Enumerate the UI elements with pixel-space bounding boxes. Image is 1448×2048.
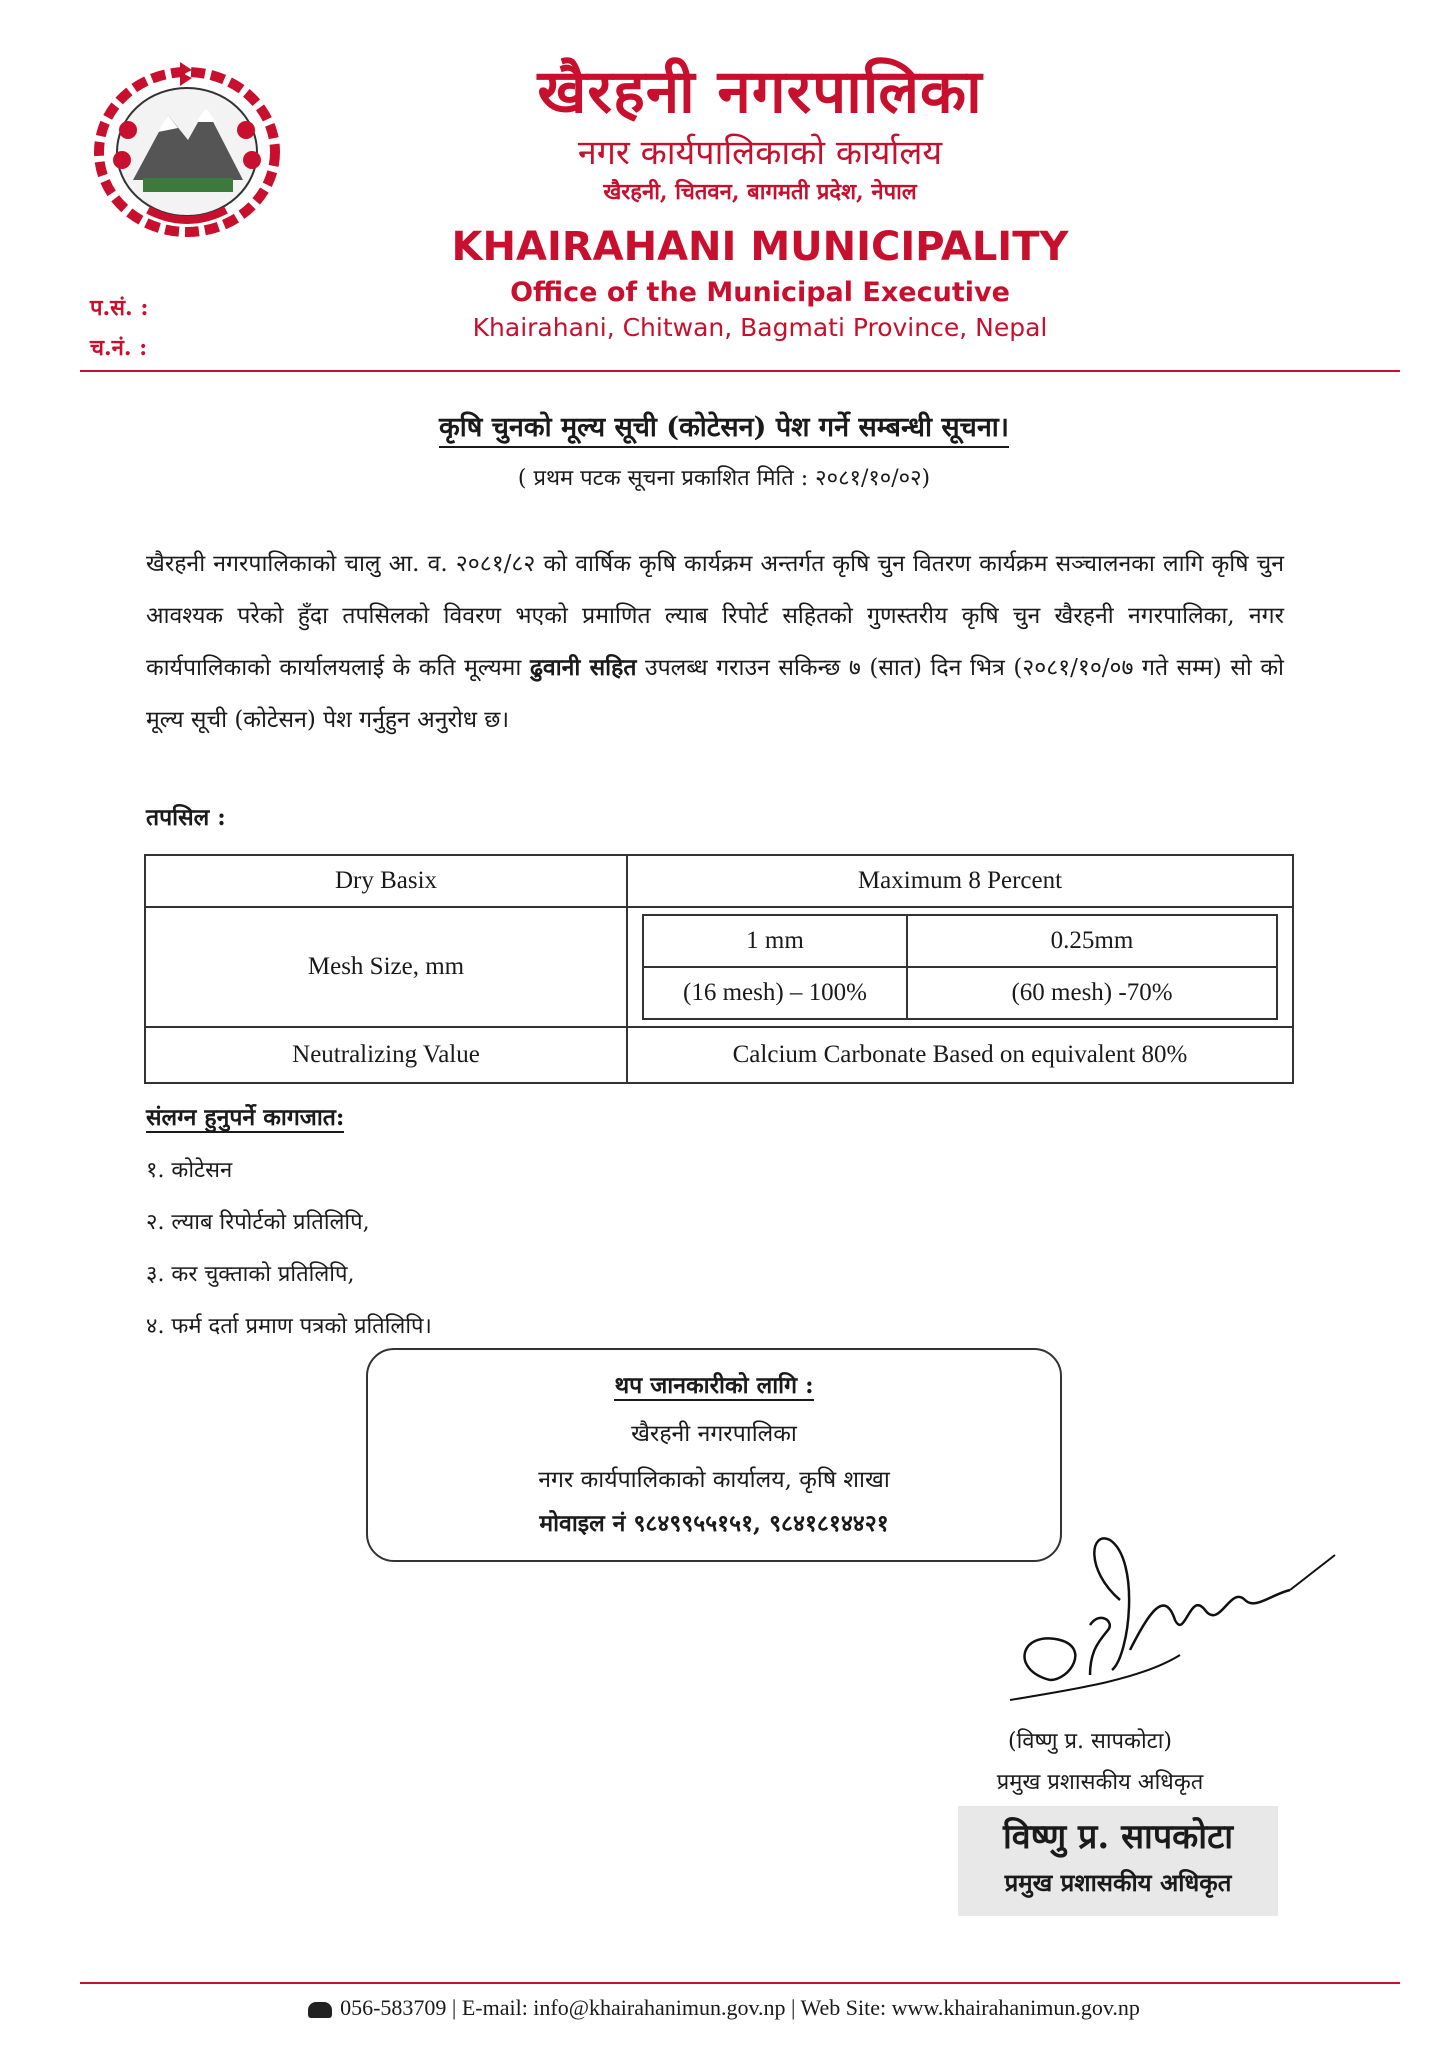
publication-date: ( प्रथम पटक सूचना प्रकाशित मिति : २०८१/१०/०२) xyxy=(517,466,931,491)
contact-info-box xyxy=(366,1348,1062,1562)
mesh-detail-b: (60 mesh) -70% xyxy=(907,967,1277,1019)
handwritten-signature xyxy=(990,1530,1340,1730)
header-divider xyxy=(80,370,1400,372)
list-item: ४. फर्म दर्ता प्रमाण पत्रको प्रतिलिपि। xyxy=(146,1314,432,1339)
footer-contact xyxy=(0,1995,1448,2021)
body-text-bold: ढुवानी सहित xyxy=(529,654,637,681)
office-name-nepali: नगर कार्यपालिकाको कार्यालय xyxy=(577,133,943,173)
documents-list xyxy=(146,1145,432,1353)
table-row xyxy=(145,855,1293,907)
footer-divider xyxy=(80,1982,1400,1984)
details-label: तपसिल : xyxy=(146,804,226,831)
table-cell-value: Maximum 8 Percent xyxy=(627,855,1293,907)
table-cell-label: Mesh Size, mm xyxy=(145,907,627,1027)
list-item: १. कोटेसन xyxy=(146,1158,233,1183)
reference-number-label: प.सं. : xyxy=(90,295,149,321)
contact-heading xyxy=(368,1368,1060,1400)
office-name-english: Office of the Municipal Executive xyxy=(510,277,1010,308)
mesh-size-a: 1 mm xyxy=(643,915,907,967)
documents-heading xyxy=(146,1100,344,1132)
stamp-name: विष्णु प्र. सापकोटा xyxy=(1002,1817,1234,1857)
nepal-emblem-logo xyxy=(88,60,286,240)
notice-subject xyxy=(0,407,1448,444)
signatory-designation: प्रमुख प्रशासकीय अधिकृत xyxy=(996,1770,1204,1795)
contact-line-office: नगर कार्यपालिकाको कार्यालय, कृषि शाखा xyxy=(538,1467,890,1493)
table-cell-label: Dry Basix xyxy=(145,855,627,907)
signatory-stamp xyxy=(958,1806,1278,1916)
mesh-detail-a: (16 mesh) – 100% xyxy=(643,967,907,1019)
mesh-size-subtable xyxy=(642,914,1278,1020)
contact-line-municipality: खैरहनी नगरपालिका xyxy=(631,1421,797,1447)
address-english: Khairahani, Chitwan, Bagmati Province, Nepal xyxy=(472,313,1048,342)
stamp-designation: प्रमुख प्रशासकीय अधिकृत xyxy=(1004,1868,1232,1897)
documents-heading-text: संलग्न हुनुपर्ने कागजात: xyxy=(146,1104,345,1131)
table-row xyxy=(145,1027,1293,1083)
address-nepali: खैरहनी, चितवन, बागमती प्रदेश, नेपाल xyxy=(603,179,917,205)
table-cell-label: Neutralizing Value xyxy=(145,1027,627,1083)
telephone-icon xyxy=(308,2002,332,2018)
list-item: ३. कर चुक्ताको प्रतिलिपि, xyxy=(146,1262,355,1287)
body-text-part1: खैरहनी नगरपालिकाको चालु आ. व. २०८१/८२ को वार्षिक कृषि कार्यक्रम अन्तर्गत कृषि चुन वितरण कार्यक्रम सञ्चालनका लागि कृषि चुन आवश्यक परेको हुँदा तपसिलको विवरण भएको प्रमाणित ल्याब रिपोर्ट सहितको गुणस्तरीय कृषि चुन खैरहनी नगरपालिका, नगर कार्यपालिकाको कार्यालयलाई के कति मूल्यमा xyxy=(146,551,1284,681)
signatory-name: (विष्णु प्र. सापकोटा) xyxy=(1007,1729,1173,1754)
municipality-name-english: KHAIRAHANI MUNICIPALITY xyxy=(451,224,1069,270)
list-item: २. ल्याब रिपोर्टको प्रतिलिपि, xyxy=(146,1210,370,1235)
notice-body xyxy=(146,538,1284,746)
table-cell-value: Calcium Carbonate Based on equivalent 80% xyxy=(627,1027,1293,1083)
body-text-part2: उपलब्ध गराउन सकिन्छ ७ (सात) दिन भित्र (२०८१/१०/०७ गते सम्म) सो को मूल्य सूची (कोटेसन) पेश गर्नुहुन अनुरोध छ। xyxy=(146,655,1285,733)
contact-heading-text: थप जानकारीको लागि : xyxy=(614,1372,814,1399)
specification-table xyxy=(144,854,1294,1084)
table-row xyxy=(145,907,1293,1027)
mesh-size-cell xyxy=(627,907,1293,1027)
municipality-name-nepali: खैरहनी नगरपालिका xyxy=(537,57,983,127)
notice-subject-text: कृषि चुनको मूल्य सूची (कोटेसन) पेश गर्ने सम्बन्धी सूचना। xyxy=(439,412,1009,448)
dispatch-number-label: च.नं. : xyxy=(90,335,148,361)
mesh-size-b: 0.25mm xyxy=(907,915,1277,967)
contact-line-mobile: मोवाइल नं ९८४९९५५१५१, ९८४१८१४४२१ xyxy=(539,1510,889,1537)
footer-text: 056-583709 | E-mail: info@khairahanimun.gov.np | Web Site: www.khairahanimun.gov.np xyxy=(340,1995,1140,2020)
